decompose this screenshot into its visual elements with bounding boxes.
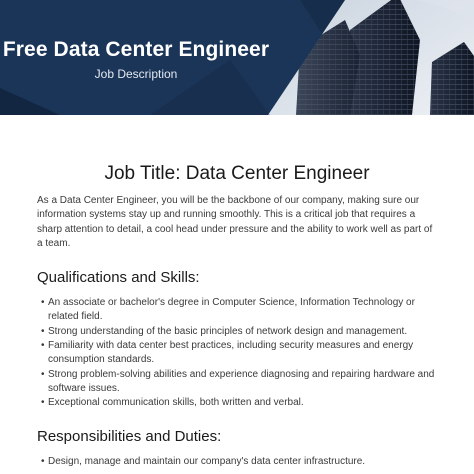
list-item: • Design, manage and maintain our company's data center infrastructure. xyxy=(43,455,437,469)
responsibilities-heading: Responsibilities and Duties: xyxy=(37,427,222,445)
list-item: • An associate or bachelor's degree in Computer Science, Information Technology or related field. xyxy=(43,296,437,325)
qualifications-heading: Qualifications and Skills: xyxy=(37,269,200,287)
header-banner xyxy=(0,0,474,115)
intro-paragraph: As a Data Center Engineer, you will be the backbone of our company, making sure our information systems stay up and running smoothly. This is a critical job that requires a sharp attention to detail, a cool head under pressure and the ability to work well as part of a team. xyxy=(37,195,433,249)
qualifications-list xyxy=(37,296,437,410)
document-title: Free Data Center Engineer xyxy=(2,38,270,61)
job-title-heading: Job Title: Data Center Engineer xyxy=(104,163,370,184)
list-item: • Strong understanding of the basic principles of network design and management. xyxy=(43,325,437,339)
list-item: • Familiarity with data center best practices, including security measures and energy consumption standards. xyxy=(43,339,437,368)
document-body xyxy=(37,115,437,469)
document-subtitle: Job Description xyxy=(94,67,178,81)
responsibilities-list xyxy=(37,455,437,469)
list-item: • Exceptional communication skills, both written and verbal. xyxy=(43,396,437,410)
list-item: • Strong problem-solving abilities and experience diagnosing and repairing hardware and software issues. xyxy=(43,368,437,397)
